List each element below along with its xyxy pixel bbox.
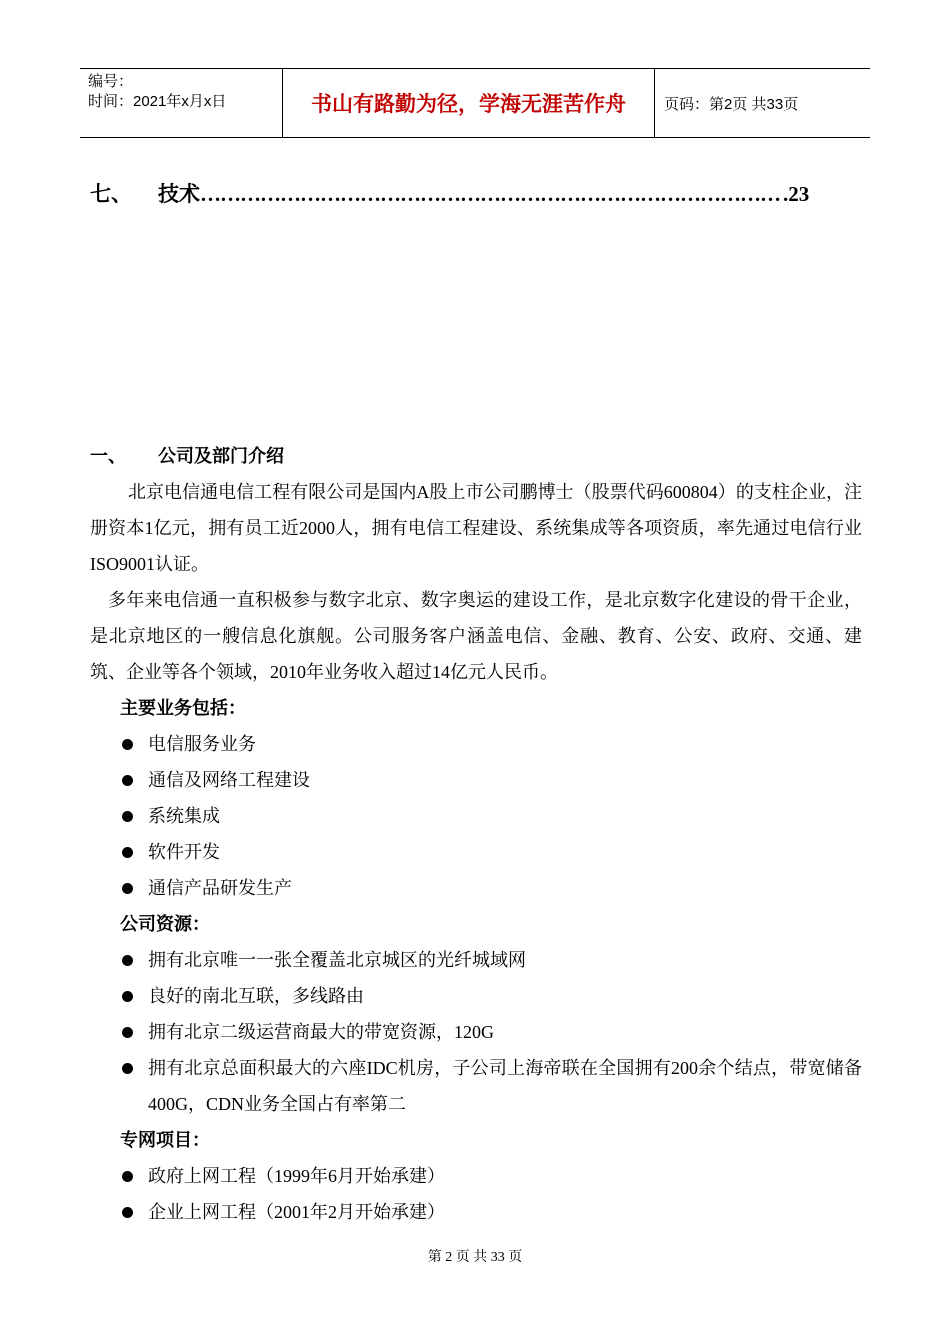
list-item: 系统集成 [120,798,862,834]
list-item: 电信服务业务 [120,726,862,762]
list-item: 拥有北京唯一一张全覆盖北京城区的光纤城域网 [120,942,862,978]
toc-title: 技术 [158,182,200,206]
header-meta [80,69,282,137]
list-item: 拥有北京总面积最大的六座IDC机房，子公司上海帝联在全国拥有200余个结点，带宽储备400G，CDN业务全国占有率第二 [120,1050,862,1122]
bullet-icon [122,847,133,858]
list-item: 拥有北京二级运营商最大的带宽资源，120G [120,1014,862,1050]
projects-heading: 专网项目： [120,1130,210,1150]
bullet-icon [122,955,133,966]
toc-page-number: .23 [783,182,810,206]
page-footer: 第 2 页 共 33 页 [427,1250,523,1265]
list-item: 通信及网络工程建设 [120,762,862,798]
page-header-table [80,68,870,138]
list-item: 企业上网工程（2001年2月开始承建） [120,1194,862,1230]
document-body [90,474,862,1230]
business-heading: 主要业务包括： [120,698,246,718]
resources-heading: 公司资源： [120,914,210,934]
bullet-icon [122,811,133,822]
header-motto: 书山有路勤为径，学海无涯苦作舟 [282,69,655,137]
list-item: 通信产品研发生产 [120,870,862,906]
list-item: 政府上网工程（1999年6月开始承建） [120,1158,862,1194]
bullet-icon [122,991,133,1002]
section-title: 公司及部门介绍 [158,446,284,466]
resources-list [90,942,862,1122]
paragraph-history: 多年来电信通一直积极参与数字北京、数字奥运的建设工作，是北京数字化建设的骨干企业，是北京地区的一艘信息化旗舰。公司服务客户涵盖电信、金融、教育、公安、政府、交通、建筑、企业等各个领域，2010年业务收入超过14亿元人民币。 [90,590,862,682]
list-item: 良好的南北互联，多线路由 [120,978,862,1014]
bullet-icon [122,739,133,750]
bullet-icon [122,883,133,894]
code-label: 编号： [88,73,134,90]
bullet-icon [122,1027,133,1038]
section-number: 一、 [90,446,126,466]
bullet-icon [122,1207,133,1218]
projects-list [90,1158,862,1230]
toc-number: 七、 [90,182,132,206]
bullet-icon [122,775,133,786]
bullet-icon [122,1063,133,1074]
business-list [90,726,862,906]
time-label: 时间：2021年x月x日 [88,93,227,110]
header-page-label: 页码：第2页 共33页 [664,95,799,113]
bullet-icon [122,1171,133,1182]
paragraph-intro: 北京电信通电信工程有限公司是国内A股上市公司鹏博士（股票代码600804）的支柱企业，注册资本1亿元，拥有员工近2000人，拥有电信工程建设、系统集成等各项资质，率先通过电信行业ISO9001认证。 [90,482,862,574]
toc-entry[interactable] [90,178,820,208]
section-heading [90,442,284,468]
toc-leader-dots: …………………………………………………………………………… [200,182,780,206]
list-item: 软件开发 [120,834,862,870]
